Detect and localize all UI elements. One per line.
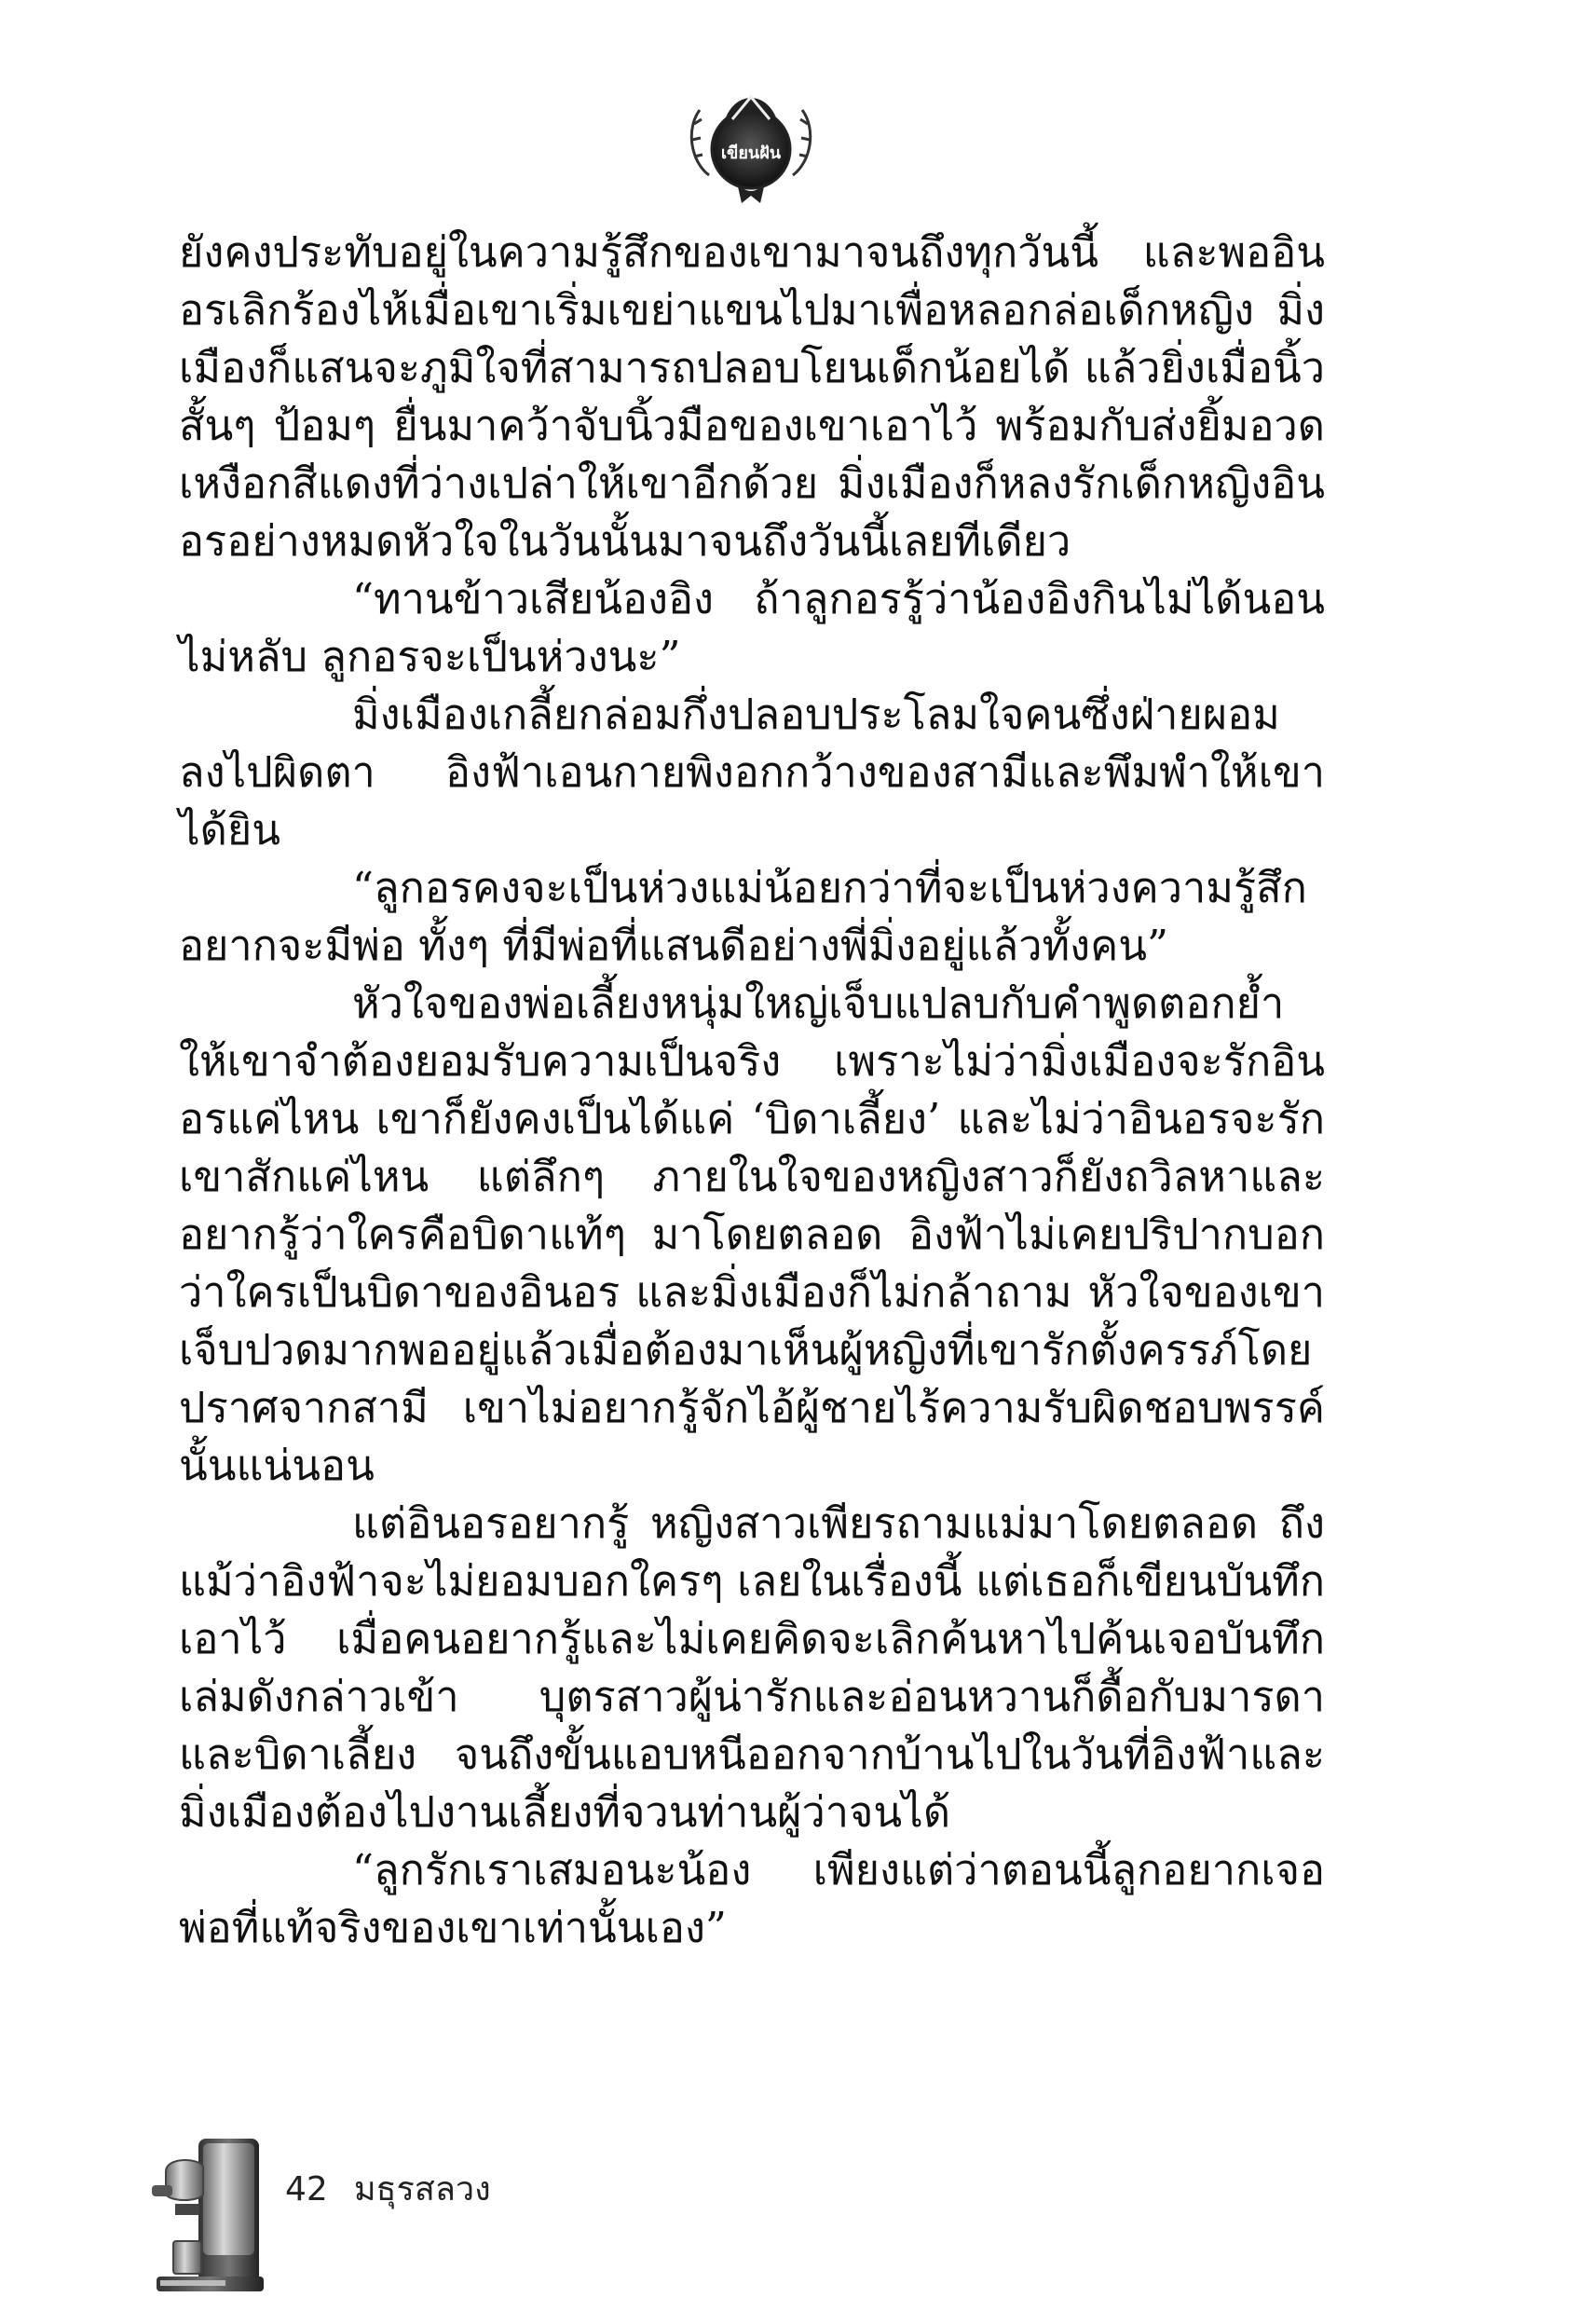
paragraph-6: แต่อินอรอยากรู้ หญิงสาวเพียรถามแม่มาโดยตลอด ถึงแม้ว่าอิงฟ้าจะไม่ยอมบอกใครๆ เลยในเรื่องนี้ แต่เธอก็เขียนบันทึกเอาไว้ เมื่อคนอยากรู้และไม่เคยคิดจะเลิกค้นหาไปค้นเจอบันทึกเล่มดังกล่าวเข้า บุตรสาวผู้น่ารักและอ่อนหวานก็ดื้อกับมารดาและบิดาเลี้ยง จนถึงขั้นแอบหนีออกจากบ้านไปในวันที่อิงฟ้าและมิ่งเมืองต้องไปงานเลี้ยงที่จวนท่านผู้ว่าจนได้ <box>179 1498 1325 1837</box>
body-text <box>179 224 1325 1957</box>
page-footer <box>285 2162 491 2215</box>
book-title: มธุรสลวง <box>353 2170 491 2208</box>
paragraph-5: หัวใจของพ่อเลี้ยงหนุ่มใหญ่เจ็บแปลบกับคำพูดตอกย้ำให้เขาจำต้องยอมรับความเป็นจริง เพราะไม่ว่ามิ่งเมืองจะรักอินอรแค่ไหน เขาก็ยังคงเป็นได้แค่ ‘บิดาเลี้ยง’ และไม่ว่าอินอรจะรักเขาสักแค่ไหน แต่ลึกๆ ภายในใจของหญิงสาวก็ยังถวิลหาและอยากรู้ว่าใครคือบิดาแท้ๆ มาโดยตลอด อิงฟ้าไม่เคยปริปากบอกว่าใครเป็นบิดาของอินอร และมิ่งเมืองก็ไม่กล้าถาม หัวใจของเขาเจ็บปวดมากพออยู่แล้วเมื่อต้องมาเห็นผู้หญิงที่เขารักตั้งครรภ์โดยปราศจากสามี เขาไม่อยากรู้จักไอ้ผู้ชายไร้ความรับผิดชอบพรรค์นั้นแน่นอน <box>179 978 1325 1490</box>
writer-emblem-logo <box>681 73 821 212</box>
paragraph-4: “ลูกอรคงจะเป็นห่วงแม่น้อยกว่าที่จะเป็นห่วงความรู้สึกอยากจะมีพ่อ ทั้งๆ ที่มีพ่อที่แสนดีอย่างพี่มิ่งอยู่แล้วทั้งคน” <box>179 863 1307 970</box>
page-number: 42 <box>285 2170 328 2208</box>
espresso-machine-icon <box>147 2129 273 2297</box>
paragraph-1: ยังคงประทับอยู่ในความรู้สึกของเขามาจนถึงทุกวันนี้ และพออินอรเลิกร้องไห้เมื่อเขาเริ่มเขย่าแขนไปมาเพื่อหลอกล่อเด็กหญิง มิ่งเมืองก็แสนจะภูมิใจที่สามารถปลอบโยนเด็กน้อยได้ แล้วยิ่งเมื่อนิ้วสั้นๆ ป้อมๆ ยื่นมาคว้าจับนิ้วมือของเขาเอาไว้ พร้อมกับส่งยิ้มอวดเหงือกสีแดงที่ว่างเปล่าให้เขาอีกด้วย มิ่งเมืองก็หลงรักเด็กหญิงอินอรอย่างหมดหัวใจในวันนั้นมาจนถึงวันนี้เลยทีเดียว <box>179 227 1325 566</box>
paragraph-2: “ทานข้าวเสียน้องอิง ถ้าลูกอรรู้ว่าน้องอิงกินไม่ได้นอนไม่หลับ ลูกอรจะเป็นห่วงนะ” <box>179 574 1325 681</box>
emblem-text: เขียนฝัน <box>720 144 782 163</box>
paragraph-7: “ลูกรักเราเสมอนะน้อง เพียงแต่ว่าตอนนี้ลูกอยากเจอพ่อที่แท้จริงของเขาเท่านั้นเอง” <box>179 1845 1325 1952</box>
paragraph-3: มิ่งเมืองเกลี้ยกล่อมกึ่งปลอบประโลมใจคนซึ่งฝ่ายผอมลงไปผิดตา อิงฟ้าเอนกายพิงอกกว้างของสามีและพึมพำให้เขาได้ยิน <box>179 690 1325 855</box>
